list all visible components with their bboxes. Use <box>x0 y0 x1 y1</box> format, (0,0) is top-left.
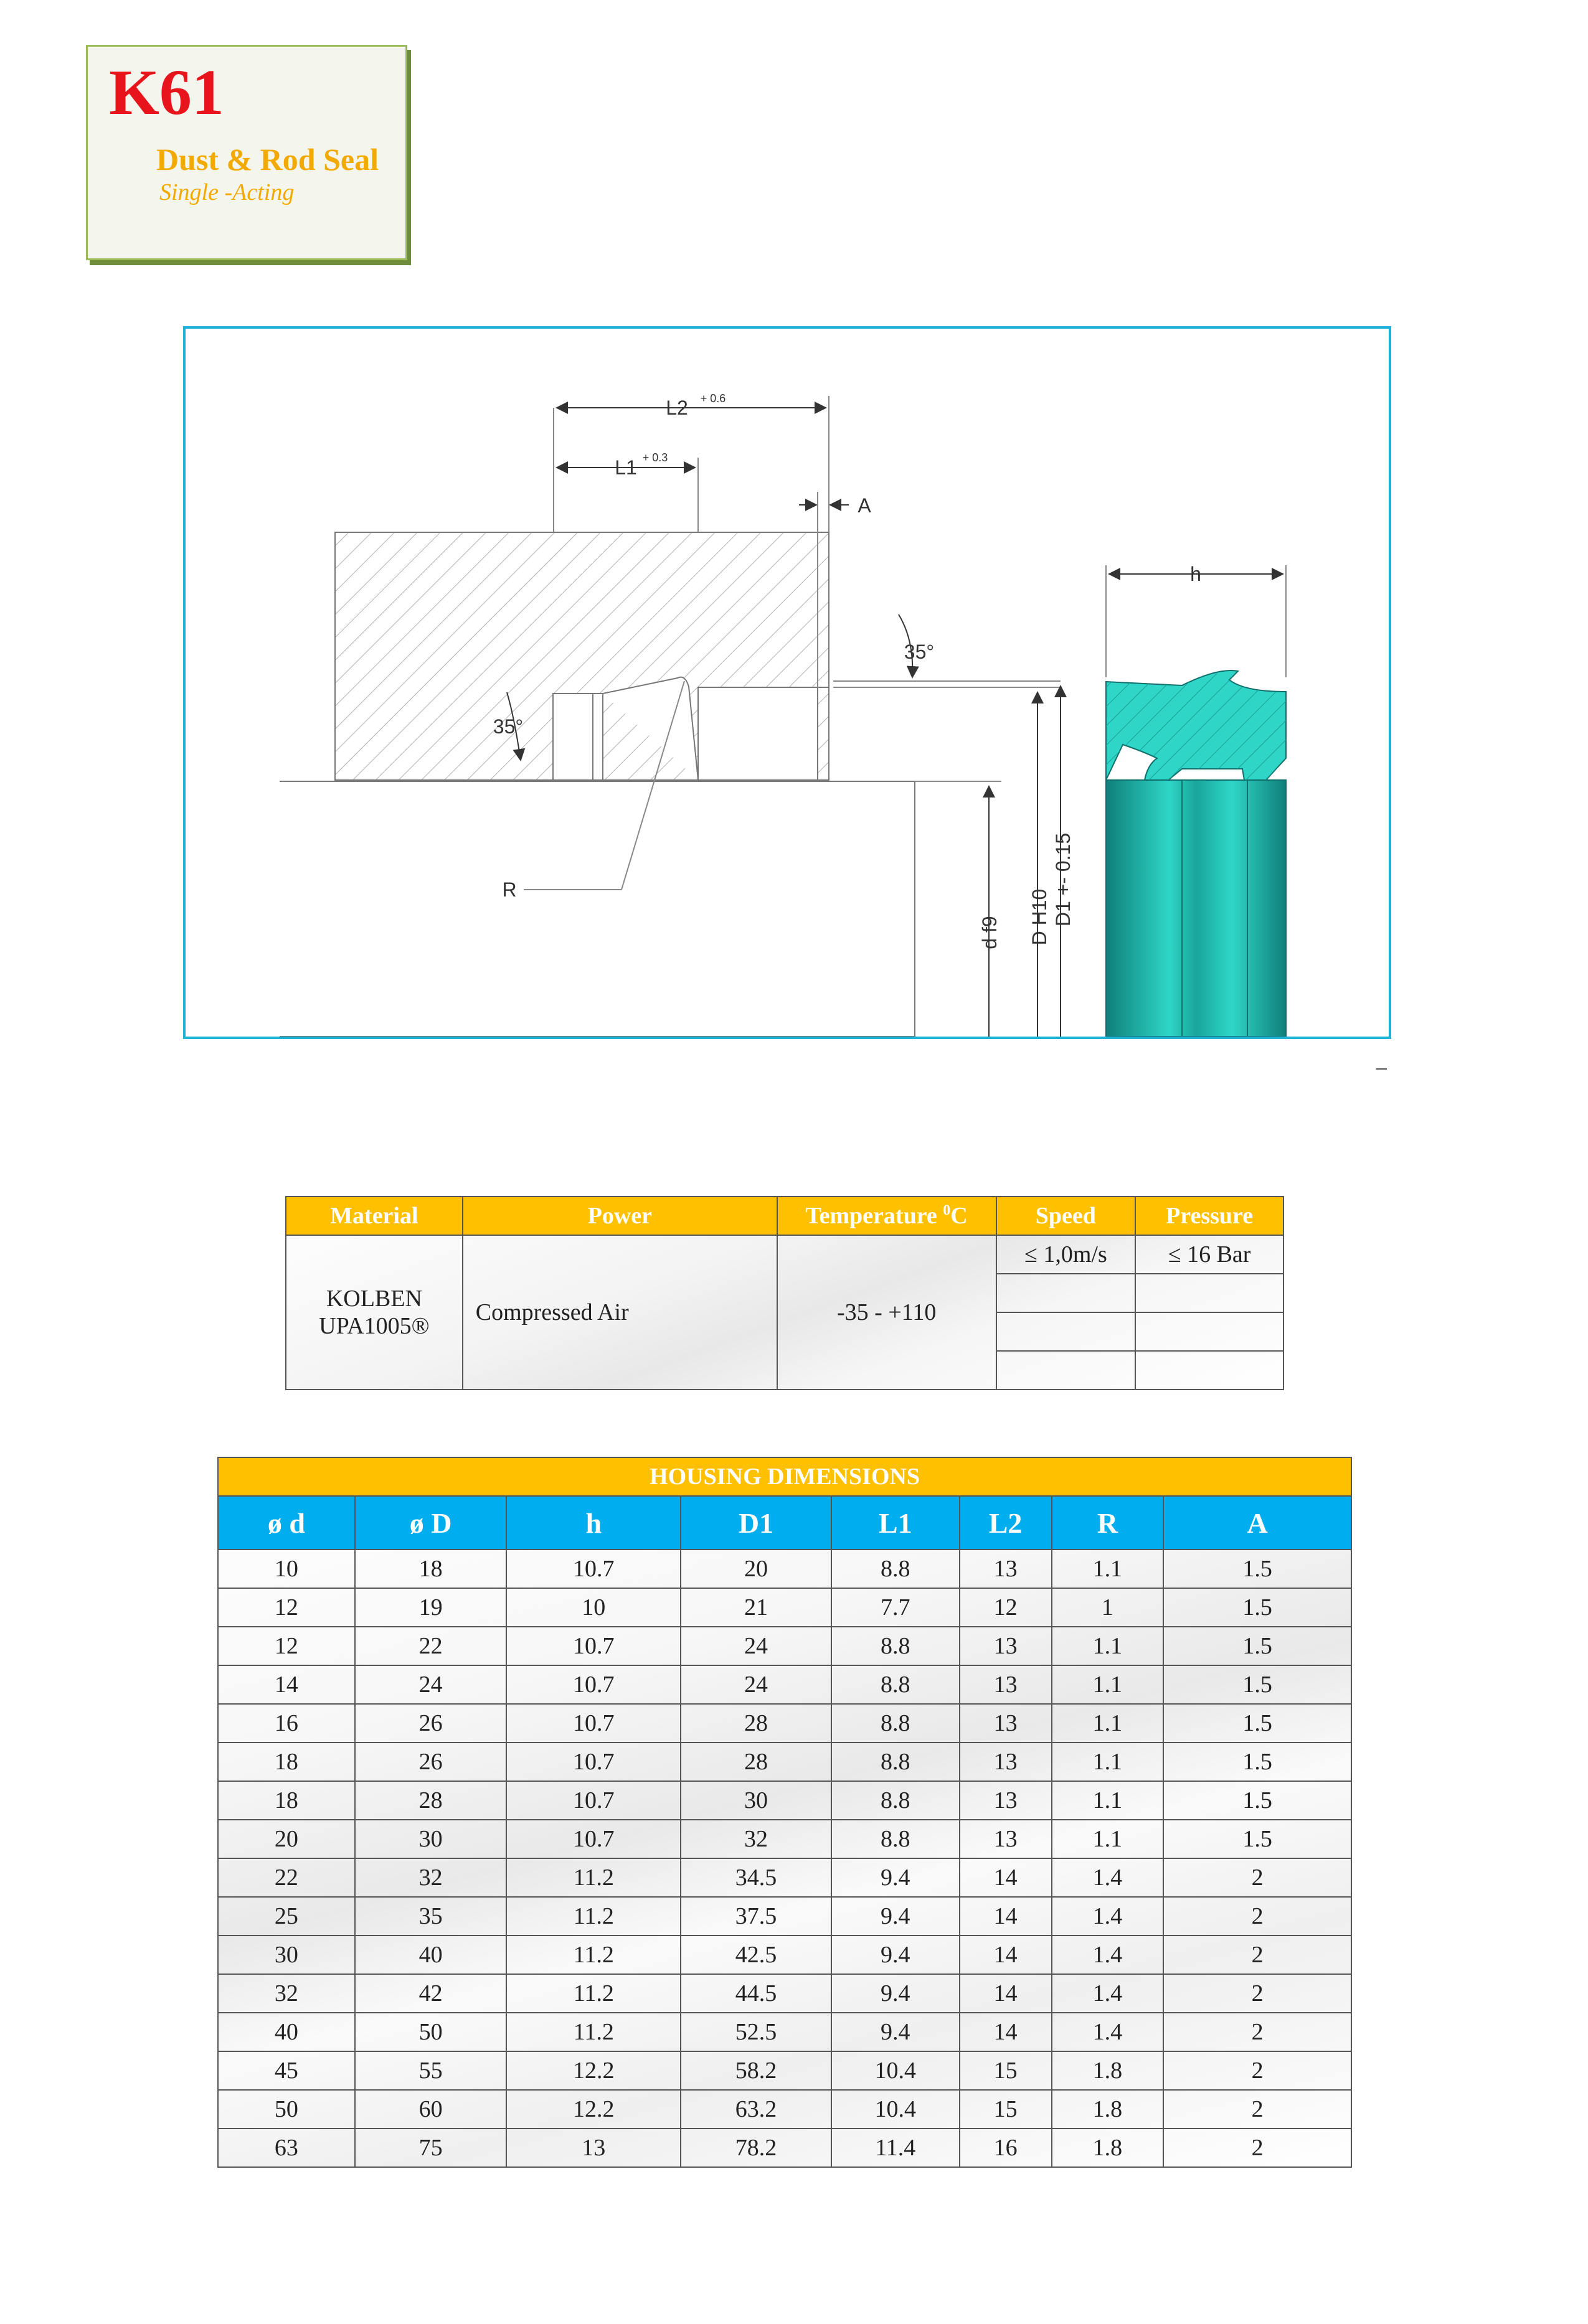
label-l1: L1 <box>615 456 637 479</box>
housing-dimensions-table <box>217 1457 1352 2168</box>
table-cell: 30 <box>681 1781 831 1820</box>
table-cell: 2 <box>1163 1858 1351 1897</box>
empty-cell <box>996 1351 1136 1390</box>
material-header-row <box>286 1197 1283 1235</box>
table-cell: 8.8 <box>831 1820 960 1858</box>
table-cell: 2 <box>1163 1897 1351 1936</box>
table-cell: 32 <box>218 1974 355 2013</box>
label-d: d f9 <box>978 916 1001 949</box>
empty-cell <box>996 1274 1136 1312</box>
table-cell: 50 <box>218 2090 355 2129</box>
seal-housing-drawing <box>183 326 1391 1039</box>
table-row <box>218 1550 1351 1588</box>
label-h: h <box>1190 563 1201 585</box>
table-cell: 26 <box>355 1704 507 1743</box>
table-cell: 11.2 <box>506 1897 681 1936</box>
header-pressure: Pressure <box>1135 1197 1283 1235</box>
table-cell: 35 <box>355 1897 507 1936</box>
pressure-cell: ≤ 16 Bar <box>1135 1235 1283 1274</box>
table-cell: 14 <box>960 1858 1052 1897</box>
table-row <box>218 1820 1351 1858</box>
table-cell: 12.2 <box>506 2090 681 2129</box>
title-box <box>86 45 407 260</box>
table-cell: 12 <box>960 1588 1052 1627</box>
table-cell: 2 <box>1163 1974 1351 2013</box>
table-cell: 14 <box>960 2013 1052 2051</box>
table-cell: 2 <box>1163 1936 1351 1974</box>
product-name: Dust & Rod Seal <box>156 142 379 177</box>
table-cell: 1.4 <box>1052 1974 1164 2013</box>
table-row <box>218 1627 1351 1665</box>
table-cell: 37.5 <box>681 1897 831 1936</box>
header-speed: Speed <box>996 1197 1136 1235</box>
table-cell: 10 <box>506 1588 681 1627</box>
label-l2: L2 <box>666 397 688 419</box>
label-angle-right: 35° <box>904 641 935 663</box>
empty-cell <box>1135 1274 1283 1312</box>
table-cell: 1.8 <box>1052 2129 1164 2167</box>
header-temperature-text: Temperature <box>805 1203 937 1229</box>
table-cell: 2 <box>1163 2129 1351 2167</box>
table-cell: 34.5 <box>681 1858 831 1897</box>
label-r: R <box>502 878 517 901</box>
table-row <box>218 1936 1351 1974</box>
table-cell: 24 <box>681 1627 831 1665</box>
table-cell: 10.7 <box>506 1781 681 1820</box>
table-cell: 24 <box>355 1665 507 1704</box>
corner-mark: _ <box>1376 1050 1387 1070</box>
table-cell: 10.7 <box>506 1665 681 1704</box>
header-temperature <box>777 1197 996 1235</box>
material-name-line2: UPA1005® <box>319 1313 430 1339</box>
table-cell: 60 <box>355 2090 507 2129</box>
label-D1: D1 +- 0.15 <box>1052 832 1074 927</box>
header-material: Material <box>286 1197 463 1235</box>
table-cell: 13 <box>960 1820 1052 1858</box>
table-cell: 14 <box>960 1974 1052 2013</box>
table-cell: 30 <box>355 1820 507 1858</box>
table-row <box>218 1743 1351 1781</box>
empty-cell <box>1135 1312 1283 1351</box>
table-cell: 18 <box>218 1743 355 1781</box>
empty-cell <box>996 1312 1136 1351</box>
table-cell: 1.5 <box>1163 1627 1351 1665</box>
label-l2-tol: + 0.6 <box>700 392 726 405</box>
table-cell: 1.1 <box>1052 1704 1164 1743</box>
table-cell: 8.8 <box>831 1550 960 1588</box>
table-row <box>218 1704 1351 1743</box>
power-cell: Compressed Air <box>463 1235 777 1390</box>
table-cell: 12 <box>218 1588 355 1627</box>
table-cell: 10 <box>218 1550 355 1588</box>
seal-profile <box>1106 670 1286 1037</box>
table-cell: 13 <box>960 1781 1052 1820</box>
housing-column-header: L2 <box>960 1496 1052 1550</box>
table-cell: 15 <box>960 2090 1052 2129</box>
table-row <box>218 1781 1351 1820</box>
table-cell: 8.8 <box>831 1743 960 1781</box>
table-row <box>218 2129 1351 2167</box>
table-cell: 63 <box>218 2129 355 2167</box>
empty-cell <box>1135 1351 1283 1390</box>
table-cell: 52.5 <box>681 2013 831 2051</box>
product-subtitle: Single -Acting <box>159 179 295 205</box>
table-cell: 14 <box>960 1936 1052 1974</box>
table-cell: 78.2 <box>681 2129 831 2167</box>
table-row <box>218 1858 1351 1897</box>
header-temperature-sup: 0 <box>943 1202 951 1219</box>
table-cell: 28 <box>681 1704 831 1743</box>
table-cell: 11.2 <box>506 1936 681 1974</box>
table-cell: 13 <box>506 2129 681 2167</box>
housing-column-header: ø d <box>218 1496 355 1550</box>
table-cell: 10.4 <box>831 2051 960 2090</box>
table-cell: 22 <box>355 1627 507 1665</box>
drawing-svg <box>186 329 1389 1037</box>
table-cell: 1.5 <box>1163 1550 1351 1588</box>
table-cell: 19 <box>355 1588 507 1627</box>
table-cell: 2 <box>1163 2013 1351 2051</box>
housing-column-header: R <box>1052 1496 1164 1550</box>
table-cell: 32 <box>355 1858 507 1897</box>
table-cell: 1.5 <box>1163 1704 1351 1743</box>
table-cell: 16 <box>960 2129 1052 2167</box>
table-cell: 1.8 <box>1052 2051 1164 2090</box>
speed-cell: ≤ 1,0m/s <box>996 1235 1136 1274</box>
table-cell: 8.8 <box>831 1627 960 1665</box>
table-cell: 14 <box>218 1665 355 1704</box>
table-cell: 2 <box>1163 2051 1351 2090</box>
table-cell: 21 <box>681 1588 831 1627</box>
housing-column-header: h <box>506 1496 681 1550</box>
table-cell: 13 <box>960 1743 1052 1781</box>
table-cell: 10.7 <box>506 1743 681 1781</box>
table-cell: 20 <box>218 1820 355 1858</box>
label-a: A <box>858 494 871 517</box>
table-cell: 9.4 <box>831 1974 960 2013</box>
table-row <box>218 1974 1351 2013</box>
table-cell: 1.1 <box>1052 1550 1164 1588</box>
table-row <box>218 2090 1351 2129</box>
table-cell: 1.1 <box>1052 1665 1164 1704</box>
table-cell: 10.7 <box>506 1627 681 1665</box>
rod <box>280 781 915 1037</box>
table-cell: 11.2 <box>506 1858 681 1897</box>
table-cell: 13 <box>960 1550 1052 1588</box>
table-cell: 32 <box>681 1820 831 1858</box>
table-cell: 1.4 <box>1052 1936 1164 1974</box>
table-cell: 10.7 <box>506 1550 681 1588</box>
housing-column-header: ø D <box>355 1496 507 1550</box>
table-row <box>218 1665 1351 1704</box>
label-D: D H10 <box>1028 888 1051 946</box>
housing-header-row <box>218 1496 1351 1550</box>
table-cell: 13 <box>960 1665 1052 1704</box>
table-cell: 18 <box>218 1781 355 1820</box>
table-cell: 13 <box>960 1704 1052 1743</box>
table-cell: 42.5 <box>681 1936 831 1974</box>
housing-column-header: D1 <box>681 1496 831 1550</box>
table-cell: 58.2 <box>681 2051 831 2090</box>
label-l1-tol: + 0.3 <box>642 451 668 464</box>
table-row <box>218 2051 1351 2090</box>
table-cell: 13 <box>960 1627 1052 1665</box>
table-cell: 1.5 <box>1163 1820 1351 1858</box>
table-cell: 24 <box>681 1665 831 1704</box>
table-cell: 45 <box>218 2051 355 2090</box>
label-angle-left: 35° <box>493 715 524 738</box>
table-row <box>218 1897 1351 1936</box>
table-cell: 42 <box>355 1974 507 2013</box>
material-cell <box>286 1235 463 1390</box>
table-cell: 1.5 <box>1163 1588 1351 1627</box>
table-cell: 63.2 <box>681 2090 831 2129</box>
table-cell: 1.5 <box>1163 1781 1351 1820</box>
material-table <box>285 1196 1284 1390</box>
table-cell: 10.7 <box>506 1704 681 1743</box>
table-cell: 8.8 <box>831 1781 960 1820</box>
table-cell: 28 <box>355 1781 507 1820</box>
table-cell: 50 <box>355 2013 507 2051</box>
table-cell: 1.4 <box>1052 1897 1164 1936</box>
table-cell: 40 <box>218 2013 355 2051</box>
housing-title-row <box>218 1457 1351 1496</box>
table-cell: 11.2 <box>506 2013 681 2051</box>
table-cell: 30 <box>218 1936 355 1974</box>
table-cell: 18 <box>355 1550 507 1588</box>
material-row <box>286 1235 1283 1274</box>
material-name-line1: KOLBEN <box>326 1286 422 1312</box>
table-cell: 1.1 <box>1052 1781 1164 1820</box>
header-power: Power <box>463 1197 777 1235</box>
table-cell: 12.2 <box>506 2051 681 2090</box>
table-row <box>218 1588 1351 1627</box>
table-cell: 11.4 <box>831 2129 960 2167</box>
table-cell: 1.5 <box>1163 1665 1351 1704</box>
table-cell: 8.8 <box>831 1704 960 1743</box>
table-cell: 28 <box>681 1743 831 1781</box>
product-code: K61 <box>109 57 224 128</box>
table-row <box>218 2013 1351 2051</box>
table-cell: 12 <box>218 1627 355 1665</box>
table-cell: 7.7 <box>831 1588 960 1627</box>
table-cell: 1 <box>1052 1588 1164 1627</box>
table-cell: 1.1 <box>1052 1820 1164 1858</box>
table-cell: 9.4 <box>831 2013 960 2051</box>
table-cell: 26 <box>355 1743 507 1781</box>
table-cell: 10.4 <box>831 2090 960 2129</box>
table-cell: 11.2 <box>506 1974 681 2013</box>
table-cell: 1.8 <box>1052 2090 1164 2129</box>
table-cell: 9.4 <box>831 1936 960 1974</box>
table-cell: 25 <box>218 1897 355 1936</box>
header-temperature-unit: C <box>950 1203 968 1229</box>
table-cell: 44.5 <box>681 1974 831 2013</box>
table-cell: 20 <box>681 1550 831 1588</box>
temperature-cell: -35 - +110 <box>777 1235 996 1390</box>
housing-column-header: A <box>1163 1496 1351 1550</box>
table-cell: 1.1 <box>1052 1743 1164 1781</box>
table-cell: 75 <box>355 2129 507 2167</box>
table-cell: 1.5 <box>1163 1743 1351 1781</box>
table-cell: 1.4 <box>1052 1858 1164 1897</box>
table-cell: 1.1 <box>1052 1627 1164 1665</box>
housing-column-header: L1 <box>831 1496 960 1550</box>
table-cell: 9.4 <box>831 1858 960 1897</box>
table-cell: 40 <box>355 1936 507 1974</box>
table-cell: 55 <box>355 2051 507 2090</box>
table-cell: 2 <box>1163 2090 1351 2129</box>
table-cell: 1.4 <box>1052 2013 1164 2051</box>
table-cell: 14 <box>960 1897 1052 1936</box>
table-cell: 8.8 <box>831 1665 960 1704</box>
table-cell: 9.4 <box>831 1897 960 1936</box>
table-cell: 10.7 <box>506 1820 681 1858</box>
housing-title: HOUSING DIMENSIONS <box>218 1457 1351 1496</box>
table-cell: 16 <box>218 1704 355 1743</box>
table-cell: 22 <box>218 1858 355 1897</box>
table-cell: 15 <box>960 2051 1052 2090</box>
